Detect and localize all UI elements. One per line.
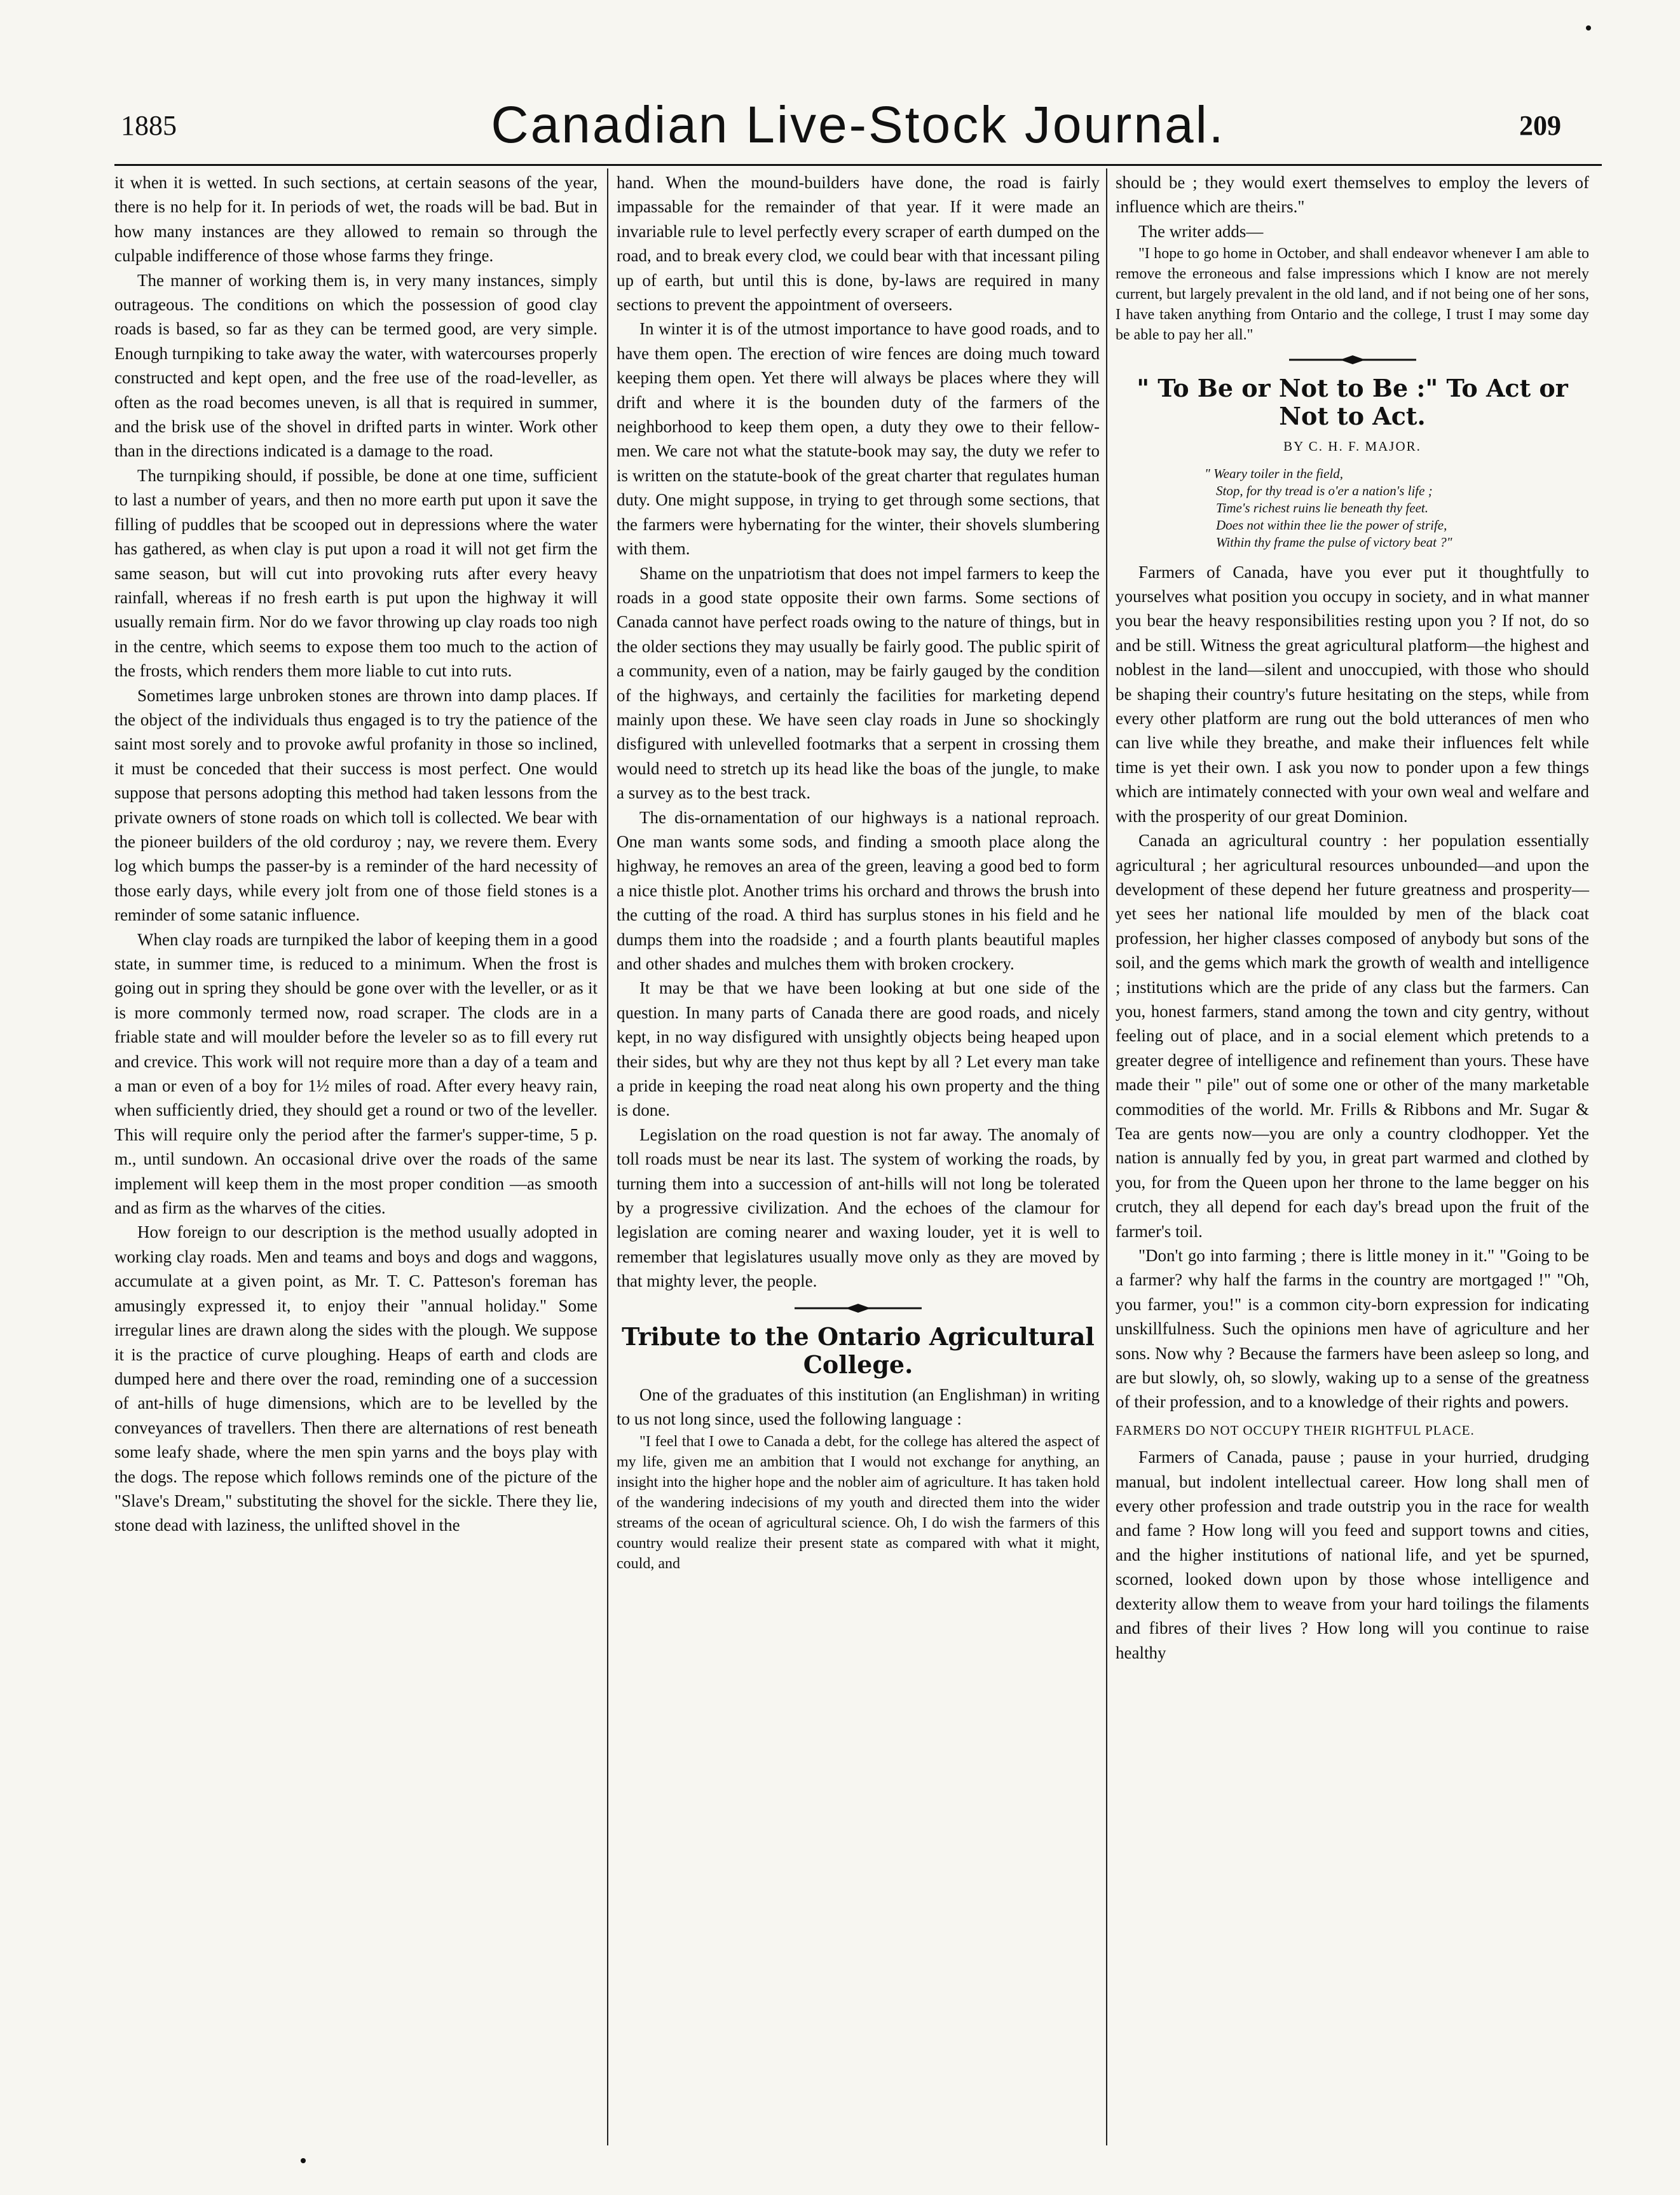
running-header <box>0 95 1680 154</box>
paragraph: When clay roads are turnpiked the labor of keeping them in a good state, in summer time, is reduced to a minimum. When the frost is going out in spring they should be gone over with the leveller, or as it is more commonly termed now, road scraper. The clods are in a friable state and will moulder before the leveler so as to fill every rut and crevice. This work will not require more than a day of a team and a man or even of a boy for 1½ miles of road. After every heavy rain, when sufficiently dried, they should get a round or two of the leveller. This will require only the period after the farmer's supper-time, 5 p. m., until sundown. An occasional drive over the roads of the same implement will keep them in the most proper condition —as smooth and as firm as the wharves of the cities. <box>114 929 598 1218</box>
column-divider-left <box>607 168 608 2145</box>
quote-continued: should be ; they would exert themselves to employ the levers of influence which are theirs." <box>1116 173 1589 217</box>
paragraph: Sometimes large unbroken stones are thrown into damp places. If the object of the individuals thus engaged is to try the patience of the saint most sorely and to provoke awful profanity in those so inclined, it must be conceded that their success is most perfect. One would suppose that persons adopting this method had taken lessons from the private owners of stone roads on which toll is collected. We bear with the pioneer builders of the old corduroy ; nay, we revere them. Every log which bumps the passer-by is a reminder of the hard necessity of those early days, while every jolt from one of those field stones is a reminder of some satanic influence. <box>114 685 598 925</box>
paragraph: Legislation on the road question is not far away. The anomaly of toll roads must be near its last. The system of working the roads, by turning them into a succession of ant-hills will not long be tolerated by a progressive civilization. And the echoes of the clamour for legislation are coming nearer and waxing louder, yet it is well to remember that legislatures usually move only as they are moved by that mighty lever, the people. <box>617 1125 1100 1291</box>
paragraph: In winter it is of the utmost importance to have good roads, and to have them open. The erection of wire fences are doing much toward keeping them open. Yet there will always be places where they will drift and where it is the bounden duty of the farmers of the neighborhood to keep them open, a duty they owe to their fellow-men. We care not what the statute-book may say, the duty we refer to is written on the statute-book of the great charter that regulates human duty. One might suppose, in trying to get through some sections, that the farmers were hybernating for the winter, their shovels slumbering with them. <box>617 319 1100 559</box>
paragraph: How foreign to our description is the method usually adopted in working clay roads. Men and teams and boys and dogs and waggons, accumulate at a given point, as Mr. T. C. Patteson's foreman has amusingly expressed it, to enjoy their "annual holiday." Some irregular lines are drawn along the sides with the plough. We suppose it is the practice of curve ploughing. Heaps of earth and clods are dumped here and there over the road, reminding one of a succession of ant-hills of huge dimensions, which are to be levelled by the conveyances of travellers. Then there are alternations of rest beneath some leafy shade, where the men spin yarns and the boys play with the dogs. The repose which follows reminds one of the picture of the "Slave's Dream," substituting the shovel for the sickle. There they lie, stone dead with laziness, the unlifted shovel in the <box>114 1222 598 1535</box>
paragraph: hand. When the mound-builders have done, the road is fairly impassable for the remainder of that year. If it were made an invariable rule to level perfectly every scraper of earth dumped on the road, and to break every clod, we could bear with that incessant piling up of earth, but until this is done, by-laws are required in many sections to prevent the appointment of overseers. <box>617 173 1100 315</box>
article-title: Tribute to the Ontario Agricultural College. <box>622 1322 1095 1379</box>
header-year: 1885 <box>121 110 177 141</box>
epigraph-poem <box>1205 465 1589 551</box>
paragraph: "Don't go into farming ; there is little money in it." "Going to be a farmer? why half the farms in the country are mortgaged !" "Oh, you farmer, you!" is a common city-born expression for indicating unskillfulness. Such the opinions men have of agriculture and her sons. Now why ? Because the farmers have been asleep so long, and are but slowly, oh, so slowly, waking up to a sense of the greatness of their profession, and to a knowledge of their rights and powers. <box>1116 1246 1589 1412</box>
header-rule <box>114 164 1602 166</box>
paragraph: It may be that we have been looking at but one side of the question. In many parts of Canada there are good roads, and nicely kept, in no way disfigured with unsightly objects being heaped upon their sides, but why are they not thus kept by all ? Let every man take a pride in keeping the road neat along his own property and the thing is done. <box>617 978 1100 1120</box>
margin-speck <box>301 2158 306 2163</box>
paragraph: it when it is wetted. In such sections, at certain seasons of the year, there is no help for it. In periods of wet, the roads will be bad. But in how many instances are they allowed to remain so through the culpable indifference of those whose farms they fringe. <box>114 173 598 266</box>
poem-line: Time's richest ruins lie beneath thy feet. <box>1216 500 1429 516</box>
byline: BY C. H. F. MAJOR. <box>1283 439 1421 455</box>
section-divider-ornament <box>769 1303 947 1314</box>
paragraph: The manner of working them is, in very many instances, simply outrageous. The conditions on which the possession of good clay roads is based, so far as they can be termed good, are very simple. Enough turnpiking to take away the water, with watercourses properly constructed and kept open, and the free use of the road-leveller, as often as the road becomes uneven, is all that is required in summer, and the brisk use of the shovel in drifted parts in winter. Work other than in the directions indicated is a damage to the road. <box>114 270 598 461</box>
writer-adds: The writer adds— <box>1138 221 1264 241</box>
column-2 <box>617 170 1100 1574</box>
column-1 <box>114 170 598 1538</box>
poem-line: " Weary toiler in the field, <box>1205 465 1344 481</box>
paragraph: Farmers of Canada, pause ; pause in your hurried, drudging manual, but indolent intellectual career. How long shall men of every other profession and trade outstrip you in the race for wealth and fame ? How long will you feed and support towns and cities, and the higher institutions of national life, and yet be spurned, scorned, looked down upon by those whose intelligence and dexterity allow them to weave from your hard toilings the filaments and fibres of their lives ? How long will you continue to raise healthy <box>1116 1447 1589 1662</box>
poem-line: Does not within thee lie the power of strife, <box>1216 517 1447 533</box>
paragraph: Canada an agricultural country : her population essentially agricultural ; her agricultural resources unbounded—and upon the development of these depend her future greatness and prosperity—yet sees her national life moulded by men of the black coat profession, her higher classes composed of anybody but sons of the soil, and the gems which mark the growth of wealth and intelligence ; institutions which are the pride of any class but the farmers. Can you, honest farmers, stand among the town and city gentry, without feeling out of place, and in a social element which pretends to a greater degree of intelligence and refinement than yours. These have made their " pile" out of some one or other of the many marketable commodities of the world. Mr. Frills & Ribbons and Mr. Sugar & Tea are gents now—you are only a country clodhopper. Yet the nation is annually fed by you, in great part warmed and clothed by you, for from the Queen upon her throne to the lame begger on his crutch, they all depend for each day's bread upon the fruit of the farmer's toil. <box>1116 831 1589 1241</box>
article-quote: "I feel that I owe to Canada a debt, for the college has altered the aspect of my life, given me an ambition that I would not exchange for anything, an insight into the higher hope and the nobler aim of agriculture. It has taken hold of the wandering indecisions of my youth and directed them into the wider streams of the ocean of agricultural science. Oh, I do wish the farmers of this country would realize their present state as compared with what it might, could, and <box>617 1433 1100 1572</box>
paragraph: Shame on the unpatriotism that does not impel farmers to keep the roads in a good state opposite their own farms. Some sections of Canada cannot have perfect roads owing to the nature of things, but in the older sections they may usually be fairly good. The public spirit of a community, even of a nation, may be fairly gauged by the condition of the highways, and certainly the facilities for marketing depend mainly upon these. We have seen clay roads in June so shockingly disfigured with unlevelled footmarks that a serpent in crossing them would need to stretch up its head like the boas of the jungle, to make a survey as to the best track. <box>617 563 1100 803</box>
column-divider-right <box>1106 168 1107 2145</box>
quote: "I hope to go home in October, and shall endeavor whenever I am able to remove the erroneous and false impressions which I know are not merely current, but largely prevalent in the old land, and if not being one of her sons, I have taken anything from Ontario and the college, I trust I may some day be able to pay her all." <box>1116 245 1589 344</box>
paragraph: The dis-ornamentation of our highways is a national reproach. One man wants some sods, and finding a smooth place along the highway, he removes an area of the green, leaving a good bed to form a nice thistle plot. Another trims his orchard and throws the brush into the cutting of the road. A third has surplus stones in his field and he dumps them into the roadside ; and a fourth plants beautiful maples and other shades and mulches them with broken crockery. <box>617 807 1100 973</box>
article-intro: One of the graduates of this institution (an Englishman) in writing to us not long since, used the following language : <box>617 1385 1100 1429</box>
poem-line: Within thy frame the pulse of victory beat ?" <box>1216 534 1452 550</box>
journal-title: Canadian Live-Stock Journal. <box>491 96 1226 154</box>
section-subhead: FARMERS DO NOT OCCUPY THEIR RIGHTFUL PLACE. <box>1116 1422 1475 1438</box>
article-title: " To Be or Not to Be :" To Act or Not to Act. <box>1137 374 1568 431</box>
margin-speck <box>1586 25 1591 31</box>
poem-line: Stop, for thy tread is o'er a nation's life ; <box>1216 482 1433 498</box>
paragraph: Farmers of Canada, have you ever put it thoughtfully to yourselves what position you occupy in society, and in what manner you bear the heavy responsibilities resting upon you ? If not, do so and be still. Witness the great agricultural platform—the highest and noblest in the land—silent and unoccupied, with those who should be shaping their country's future hesitating on the steps, while from every other platform are rung out the bold utterances of men who can live while they breathe, and make their influences felt while time is yet their own. I ask you now to ponder upon a few things which are intimately connected with your own weal and welfare and with the prosperity of our great Dominion. <box>1116 562 1589 826</box>
section-divider-ornament <box>1264 354 1442 366</box>
page-number: 209 <box>1519 110 1561 141</box>
column-3 <box>1116 170 1589 1665</box>
paragraph: The turnpiking should, if possible, be done at one time, sufficient to last a number of years, and then no more earth put upon it save the filling of puddles that be scooped out in depressions where the water has gathered, as when clay is put upon a road it will not get firm the same season, but will cut into provoking ruts after every heavy rainfall, whereas if no fresh earth is put upon the highway it will usually remain firm. Nor do we favor throwing up clay roads too nigh in the centre, which seems to expose them too much to the action of the frosts, which renders them more liable to cut into ruts. <box>114 465 598 681</box>
